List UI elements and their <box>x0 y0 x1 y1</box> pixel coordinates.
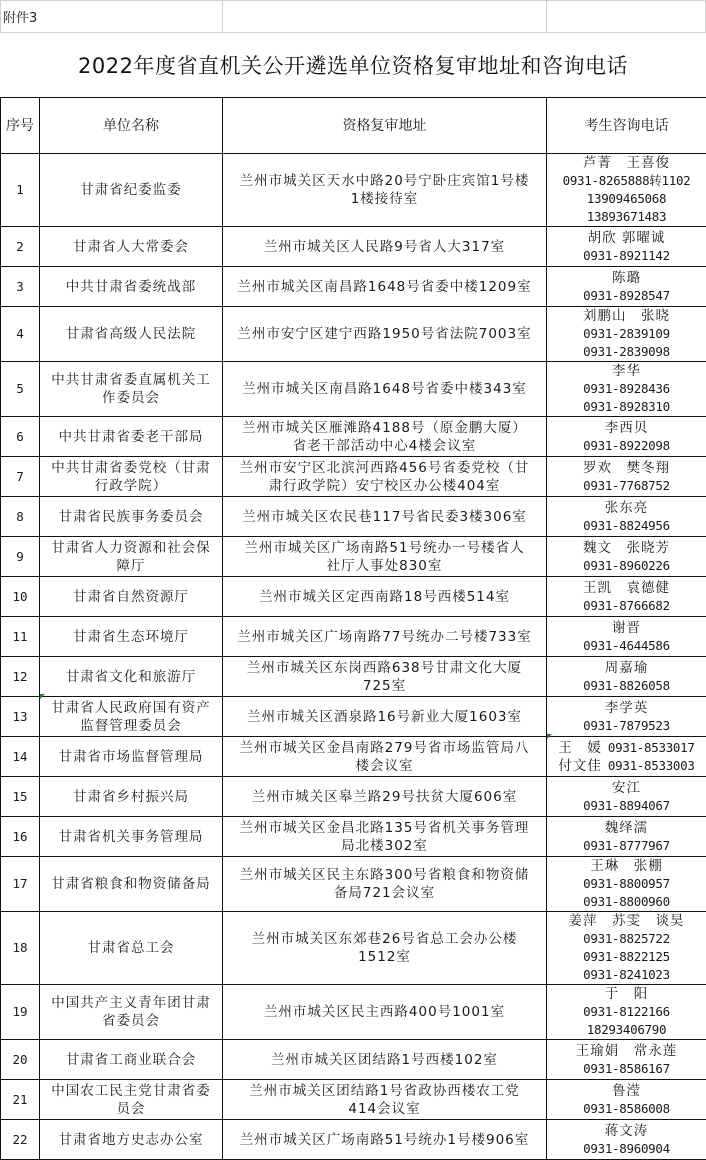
table-row <box>1 227 706 267</box>
phone-number: 0931-8766682 <box>547 597 706 615</box>
gridline <box>222 0 223 32</box>
table-row <box>1 307 706 362</box>
review-address <box>223 307 547 362</box>
row-number: 12 <box>1 657 40 697</box>
review-address <box>223 417 547 457</box>
phone-number: 0931-8800960 <box>547 893 706 911</box>
review-address <box>223 697 547 737</box>
contact-names: 王凯 袁德健 <box>547 579 706 597</box>
address-line: 社厅人事处830室 <box>223 557 546 575</box>
phone-number: 0931-8241023 <box>547 966 706 984</box>
phone-number: 0931-8800957 <box>547 875 706 893</box>
phone-number: 0931-8960904 <box>547 1140 706 1158</box>
address-line: 兰州市安宁区建宁西路1950号省法院7003室 <box>223 325 546 343</box>
unit-name-line: 甘肃省机关事务管理局 <box>40 828 222 846</box>
contact-names: 王瑜娟 常永莲 <box>547 1042 706 1060</box>
header-address: 资格复审地址 <box>223 98 547 154</box>
consult-phone <box>547 307 706 362</box>
table-body <box>1 154 706 1160</box>
address-line: 兰州市城关区雁滩路4188号（原金鹏大厦） <box>223 419 546 437</box>
review-address <box>223 857 547 912</box>
row-number: 9 <box>1 537 40 577</box>
table-row <box>1 577 706 617</box>
table-row <box>1 985 706 1040</box>
table-row <box>1 817 706 857</box>
phone-number: 0931-8921142 <box>547 247 706 265</box>
address-line: 兰州市城关区农民巷117号省民委3楼306室 <box>223 508 546 526</box>
consult-phone <box>547 912 706 985</box>
review-address <box>223 657 547 697</box>
address-line: 肃行政学院）安宁校区办公楼404室 <box>223 477 546 495</box>
contact-names: 李华 <box>547 362 706 380</box>
phone-number: 0931-8586008 <box>547 1100 706 1118</box>
table-row <box>1 657 706 697</box>
row-number: 17 <box>1 857 40 912</box>
consult-phone <box>547 617 706 657</box>
unit-name <box>40 777 223 817</box>
review-address <box>223 1040 547 1080</box>
consult-phone <box>547 154 706 227</box>
address-line: 414会议室 <box>223 1100 546 1118</box>
row-number: 2 <box>1 227 40 267</box>
contact-names: 魏文 张晓芳 <box>547 539 706 557</box>
phone-number: 0931-2839109 <box>547 325 706 343</box>
review-address <box>223 737 547 777</box>
unit-name-line: 甘肃省人大常委会 <box>40 238 222 256</box>
contact-names: 魏绎濡 <box>547 819 706 837</box>
unit-name-line: 甘肃省市场监督管理局 <box>40 748 222 766</box>
contact-names: 罗欢 樊冬翔 <box>547 459 706 477</box>
address-line: 兰州市城关区定西南路18号西楼514室 <box>223 588 546 606</box>
contact-names: 谢晋 <box>547 619 706 637</box>
header-row <box>1 98 706 154</box>
unit-name-line: 甘肃省人民政府国有资产 <box>40 699 222 717</box>
row-number: 1 <box>1 154 40 227</box>
row-number: 3 <box>1 267 40 307</box>
table-row <box>1 417 706 457</box>
address-line: 兰州市城关区天水中路20号宁卧庄宾馆1号楼 <box>223 172 546 190</box>
row-number: 8 <box>1 497 40 537</box>
consult-phone <box>547 227 706 267</box>
address-line: 1楼接待室 <box>223 190 546 208</box>
table-row <box>1 777 706 817</box>
address-line: 兰州市城关区皋兰路29号扶贫大厦606室 <box>223 788 546 806</box>
phone-number: 0931-7768752 <box>547 477 706 495</box>
phone-number: 0931-2839098 <box>547 343 706 361</box>
address-line: 局北楼302室 <box>223 837 546 855</box>
contact-line <box>547 739 706 757</box>
review-address <box>223 362 547 417</box>
unit-name-line: 甘肃省工商业联合会 <box>40 1051 222 1069</box>
consult-phone <box>547 362 706 417</box>
comment-marker-icon <box>40 694 45 699</box>
unit-name <box>40 657 223 697</box>
contact-names: 王琳 张棚 <box>547 857 706 875</box>
review-address <box>223 617 547 657</box>
consult-phone <box>547 267 706 307</box>
review-address <box>223 537 547 577</box>
unit-name-line: 中共甘肃省委老干部局 <box>40 428 222 446</box>
unit-name <box>40 267 223 307</box>
address-line: 楼会议室 <box>223 757 546 775</box>
row-number: 21 <box>1 1080 40 1120</box>
address-line: 兰州市安宁区北滨河西路456号省委党校（甘 <box>223 459 546 477</box>
row-number: 18 <box>1 912 40 985</box>
address-line: 兰州市城关区民主东路300号省粮食和物资储 <box>223 866 546 884</box>
contact-names: 李学英 <box>547 699 706 717</box>
unit-name-line: 甘肃省总工会 <box>40 939 222 957</box>
gridline <box>0 0 706 1</box>
unit-name-line: 甘肃省自然资源厅 <box>40 588 222 606</box>
address-line: 兰州市城关区广场南路51号统办一号楼省人 <box>223 539 546 557</box>
unit-name-line: 中共甘肃省委党校（甘肃 <box>40 459 222 477</box>
table-row <box>1 154 706 227</box>
row-number: 22 <box>1 1120 40 1160</box>
phone-number: 13909465068 <box>547 190 706 208</box>
consult-phone <box>547 657 706 697</box>
row-number: 19 <box>1 985 40 1040</box>
header-unit: 单位名称 <box>40 98 223 154</box>
address-line: 兰州市城关区东郊巷26号省总工会办公楼 <box>223 930 546 948</box>
review-address <box>223 577 547 617</box>
address-line: 1512室 <box>223 948 546 966</box>
consult-phone <box>547 537 706 577</box>
contact-names: 蒋文涛 <box>547 1122 706 1140</box>
address-line: 兰州市城关区南昌路1648号省委中楼1209室 <box>223 278 546 296</box>
unit-name-line: 甘肃省纪委监委 <box>40 181 222 199</box>
unit-name <box>40 697 223 737</box>
unit-name-line: 甘肃省生态环境厅 <box>40 628 222 646</box>
unit-name-line: 行政学院） <box>40 477 222 495</box>
unit-name-line: 中共甘肃省委直属机关工 <box>40 371 222 389</box>
address-line: 兰州市城关区金昌南路279号省市场监管局八 <box>223 739 546 757</box>
phone-number: 13893671483 <box>547 208 706 226</box>
phone-number: 0931-8826058 <box>547 677 706 695</box>
consult-phone <box>547 577 706 617</box>
unit-name-line: 监督管理委员会 <box>40 717 222 735</box>
document-title: 2022年度省直机关公开遴选单位资格复审地址和咨询电话 <box>0 32 706 97</box>
phone-number: 0931-7879523 <box>547 717 706 735</box>
unit-name-line: 障厅 <box>40 557 222 575</box>
row-number: 20 <box>1 1040 40 1080</box>
review-address <box>223 457 547 497</box>
address-line: 兰州市城关区南昌路1648号省委中楼343室 <box>223 380 546 398</box>
unit-name <box>40 457 223 497</box>
unit-name <box>40 497 223 537</box>
unit-name <box>40 617 223 657</box>
row-number: 14 <box>1 737 40 777</box>
phone-number: 18293406790 <box>547 1021 706 1039</box>
address-line: 725室 <box>223 677 546 695</box>
phone-number: 0931-8533003 <box>608 758 695 773</box>
unit-name-line: 省委员会 <box>40 1012 222 1030</box>
contact-names: 于 阳 <box>547 985 706 1003</box>
phone-number: 0931-8265888转1102 <box>547 172 706 190</box>
address-line: 兰州市城关区团结路1号西楼102室 <box>223 1051 546 1069</box>
unit-name <box>40 577 223 617</box>
address-line: 兰州市城关区金昌北路135号省机关事务管理 <box>223 819 546 837</box>
contact-names: 胡欣 郭曜诚 <box>547 229 706 247</box>
table-row <box>1 1040 706 1080</box>
header-no: 序号 <box>1 98 40 154</box>
phone-number: 0931-4644586 <box>547 637 706 655</box>
contact-names: 周嘉瑜 <box>547 659 706 677</box>
table-row <box>1 857 706 912</box>
unit-name-line: 甘肃省地方史志办公室 <box>40 1131 222 1149</box>
phone-number: 0931-8533017 <box>608 740 695 755</box>
consult-phone <box>547 417 706 457</box>
row-number: 10 <box>1 577 40 617</box>
review-address <box>223 1080 547 1120</box>
unit-name-line: 甘肃省高级人民法院 <box>40 325 222 343</box>
address-line: 备局721会议室 <box>223 884 546 902</box>
qualification-review-table <box>0 97 706 1160</box>
phone-number: 0931-8122166 <box>547 1003 706 1021</box>
unit-name-line: 甘肃省粮食和物资储备局 <box>40 875 222 893</box>
unit-name <box>40 985 223 1040</box>
phone-number: 0931-8928310 <box>547 398 706 416</box>
consult-phone <box>547 697 706 737</box>
address-line: 兰州市城关区东岗西路638号甘肃文化大厦 <box>223 659 546 677</box>
table-row <box>1 1080 706 1120</box>
unit-name <box>40 857 223 912</box>
header-phone: 考生咨询电话 <box>547 98 706 154</box>
row-number: 7 <box>1 457 40 497</box>
table-row <box>1 697 706 737</box>
contact-names: 张东亮 <box>547 499 706 517</box>
gridline <box>0 0 1 32</box>
comment-marker-icon <box>547 734 552 739</box>
unit-name-line: 甘肃省乡村振兴局 <box>40 788 222 806</box>
unit-name <box>40 537 223 577</box>
unit-name-line: 中共甘肃省委统战部 <box>40 278 222 296</box>
phone-number: 0931-8894067 <box>547 797 706 815</box>
contact-names: 芦菁 王喜俊 <box>547 154 706 172</box>
consult-phone <box>547 817 706 857</box>
address-line: 兰州市城关区广场南路51号统办1号楼906室 <box>223 1131 546 1149</box>
unit-name-line: 甘肃省民族事务委员会 <box>40 508 222 526</box>
contact-names: 刘鹏山 张晓 <box>547 307 706 325</box>
table-row <box>1 737 706 777</box>
contact-names: 鲁滢 <box>547 1082 706 1100</box>
contact-line <box>547 757 706 775</box>
consult-phone <box>547 857 706 912</box>
unit-name <box>40 227 223 267</box>
table-row <box>1 617 706 657</box>
unit-name <box>40 737 223 777</box>
unit-name-line: 甘肃省文化和旅游厅 <box>40 668 222 686</box>
unit-name <box>40 817 223 857</box>
consult-phone <box>547 737 706 777</box>
phone-number: 0931-8922098 <box>547 437 706 455</box>
phone-number: 0931-8777967 <box>547 837 706 855</box>
contact-names: 安江 <box>547 779 706 797</box>
unit-name <box>40 912 223 985</box>
row-number: 4 <box>1 307 40 362</box>
unit-name-line: 中国共产主义青年团甘肃 <box>40 994 222 1012</box>
phone-number: 0931-8825722 <box>547 930 706 948</box>
unit-name <box>40 1040 223 1080</box>
review-address <box>223 817 547 857</box>
contact-names: 李西贝 <box>547 419 706 437</box>
consult-phone <box>547 1040 706 1080</box>
table-row <box>1 497 706 537</box>
contact-name: 王 媛 <box>558 740 602 756</box>
gridline <box>546 0 547 32</box>
review-address <box>223 912 547 985</box>
unit-name-line: 中国农工民主党甘肃省委 <box>40 1082 222 1100</box>
review-address <box>223 227 547 267</box>
table-row <box>1 912 706 985</box>
consult-phone <box>547 497 706 537</box>
consult-phone <box>547 777 706 817</box>
address-line: 省老干部活动中心4楼会议室 <box>223 437 546 455</box>
row-number: 11 <box>1 617 40 657</box>
address-line: 兰州市城关区民主西路400号1001室 <box>223 1003 546 1021</box>
review-address <box>223 497 547 537</box>
consult-phone <box>547 1080 706 1120</box>
contact-name: 付文佳 <box>558 758 602 774</box>
table-row <box>1 267 706 307</box>
phone-number: 0931-8822125 <box>547 948 706 966</box>
review-address <box>223 267 547 307</box>
unit-name <box>40 417 223 457</box>
table-row <box>1 362 706 417</box>
unit-name <box>40 154 223 227</box>
unit-name <box>40 1080 223 1120</box>
row-number: 13 <box>1 697 40 737</box>
phone-number: 0931-8960226 <box>547 557 706 575</box>
attachment-label: 附件3 <box>3 7 37 26</box>
unit-name-line: 作委员会 <box>40 389 222 407</box>
table-row <box>1 457 706 497</box>
phone-number: 0931-8928436 <box>547 380 706 398</box>
phone-number: 0931-8824956 <box>547 517 706 535</box>
address-line: 兰州市城关区团结路1号省政协西楼农工党 <box>223 1082 546 1100</box>
contact-names: 姜萍 苏雯 谈昊 <box>547 912 706 930</box>
unit-name <box>40 307 223 362</box>
review-address <box>223 154 547 227</box>
consult-phone <box>547 457 706 497</box>
address-line: 兰州市城关区人民路9号省人大317室 <box>223 238 546 256</box>
table-row <box>1 537 706 577</box>
consult-phone <box>547 985 706 1040</box>
row-number: 16 <box>1 817 40 857</box>
address-line: 兰州市城关区广场南路77号统办二号楼733室 <box>223 628 546 646</box>
address-line: 兰州市城关区酒泉路16号新业大厦1603室 <box>223 708 546 726</box>
unit-name-line: 甘肃省人力资源和社会保 <box>40 539 222 557</box>
review-address <box>223 985 547 1040</box>
unit-name-line: 员会 <box>40 1100 222 1118</box>
row-number: 15 <box>1 777 40 817</box>
row-number: 5 <box>1 362 40 417</box>
review-address <box>223 777 547 817</box>
unit-name <box>40 362 223 417</box>
phone-number: 0931-8928547 <box>547 287 706 305</box>
row-number: 6 <box>1 417 40 457</box>
phone-number: 0931-8586167 <box>547 1060 706 1078</box>
contact-names: 陈璐 <box>547 269 706 287</box>
